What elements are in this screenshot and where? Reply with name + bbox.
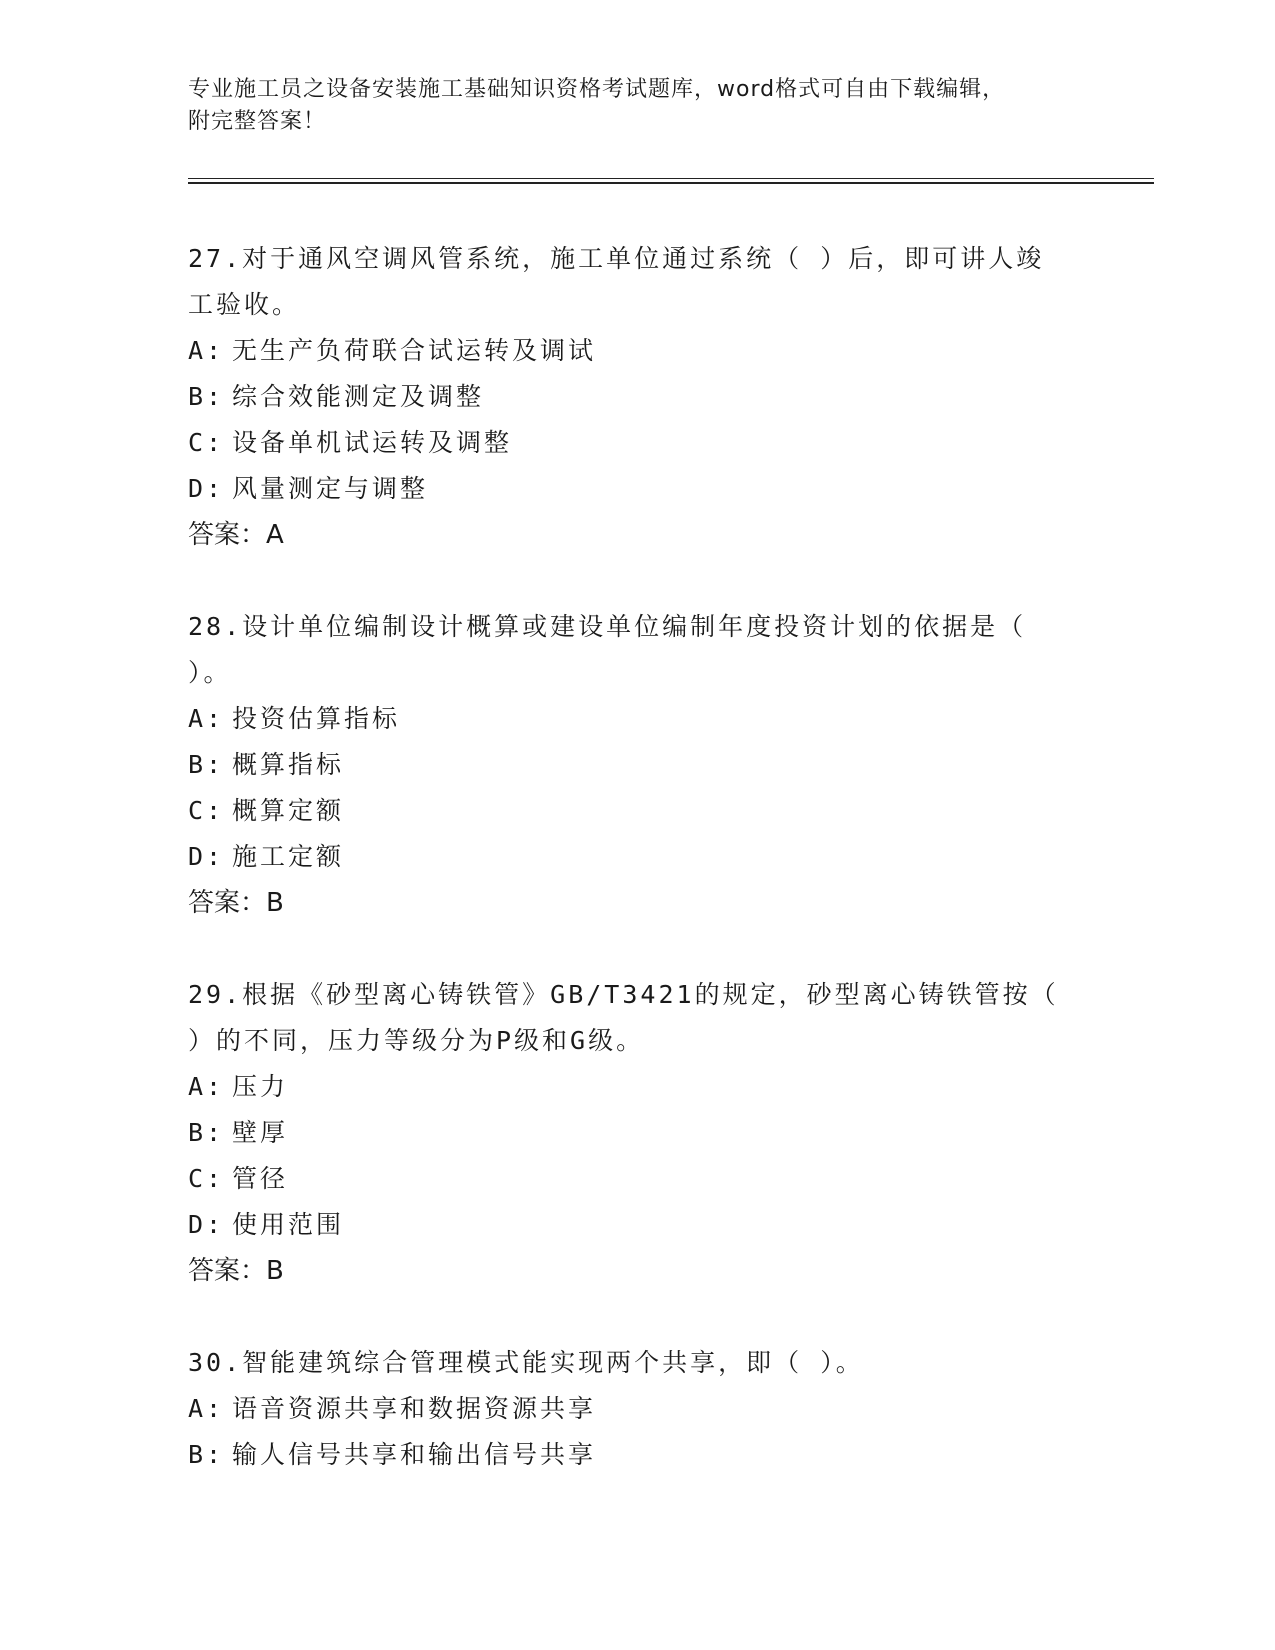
option-key: A: bbox=[188, 1394, 225, 1423]
header-line-1: 专业施工员之设备安装施工基础知识资格考试题库，word格式可自由下载编辑， bbox=[188, 77, 1006, 102]
question-text: 29.根据《砂型离心铸铁管》GB/T3421的规定，砂型离心铸铁管按（ bbox=[188, 980, 1059, 1009]
answer-line: 答案：B bbox=[188, 1256, 284, 1286]
option-row bbox=[188, 696, 1088, 742]
option-key: A: bbox=[188, 704, 225, 733]
option-text: 施工定额 bbox=[232, 842, 345, 871]
option-row bbox=[188, 834, 1088, 880]
option-row bbox=[188, 1386, 1088, 1432]
option-text: 管径 bbox=[232, 1164, 289, 1193]
option-key: A: bbox=[188, 1072, 225, 1101]
header-line-2: 附完整答案！ bbox=[188, 109, 327, 134]
option-row bbox=[188, 1064, 1088, 1110]
option-row bbox=[188, 742, 1088, 788]
question-text: 27.对于通风空调风管系统，施工单位通过系统（ ）后，即可讲人竣 bbox=[188, 244, 1045, 273]
option-key: C: bbox=[188, 796, 225, 825]
option-key: D: bbox=[188, 842, 225, 871]
option-text: 综合效能测定及调整 bbox=[232, 382, 485, 411]
option-text: 输人信号共享和输出信号共享 bbox=[232, 1440, 597, 1469]
option-key: B: bbox=[188, 382, 225, 411]
option-text: 压力 bbox=[232, 1072, 289, 1101]
option-row bbox=[188, 1110, 1088, 1156]
option-text: 概算指标 bbox=[232, 750, 345, 779]
question-block bbox=[188, 1340, 1088, 1478]
question-text: ）。 bbox=[188, 658, 232, 687]
option-text: 概算定额 bbox=[232, 796, 345, 825]
option-text: 设备单机试运转及调整 bbox=[232, 428, 513, 457]
question-text: ）的不同，压力等级分为P级和G级。 bbox=[188, 1026, 645, 1055]
option-text: 风量测定与调整 bbox=[232, 474, 429, 503]
option-row bbox=[188, 788, 1088, 834]
option-text: 无生产负荷联合试运转及调试 bbox=[232, 336, 597, 365]
question-list bbox=[188, 236, 1088, 1524]
option-key: B: bbox=[188, 750, 225, 779]
option-key: C: bbox=[188, 1164, 225, 1193]
question-text: 工验收。 bbox=[188, 290, 301, 319]
question-block bbox=[188, 236, 1088, 558]
option-key: D: bbox=[188, 474, 225, 503]
answer-line: 答案：B bbox=[188, 888, 284, 918]
option-row bbox=[188, 328, 1088, 374]
question-text: 28.设计单位编制设计概算或建设单位编制年度投资计划的依据是（ bbox=[188, 612, 1027, 641]
header-divider-thin bbox=[188, 178, 1154, 179]
question-text: 30.智能建筑综合管理模式能实现两个共享，即（ ）。 bbox=[188, 1348, 864, 1377]
answer-line: 答案：A bbox=[188, 520, 284, 550]
option-row bbox=[188, 1202, 1088, 1248]
option-row bbox=[188, 1432, 1088, 1478]
document-header bbox=[188, 74, 1068, 138]
option-row bbox=[188, 374, 1088, 420]
header-divider-thick bbox=[188, 182, 1154, 184]
option-key: B: bbox=[188, 1118, 225, 1147]
option-key: B: bbox=[188, 1440, 225, 1469]
option-key: D: bbox=[188, 1210, 225, 1239]
option-key: A: bbox=[188, 336, 225, 365]
option-text: 语音资源共享和数据资源共享 bbox=[232, 1394, 597, 1423]
option-row bbox=[188, 420, 1088, 466]
option-text: 投资估算指标 bbox=[232, 704, 401, 733]
option-row bbox=[188, 1156, 1088, 1202]
question-block bbox=[188, 604, 1088, 926]
option-text: 使用范围 bbox=[232, 1210, 345, 1239]
option-key: C: bbox=[188, 428, 225, 457]
option-row bbox=[188, 466, 1088, 512]
option-text: 壁厚 bbox=[232, 1118, 289, 1147]
question-block bbox=[188, 972, 1088, 1294]
